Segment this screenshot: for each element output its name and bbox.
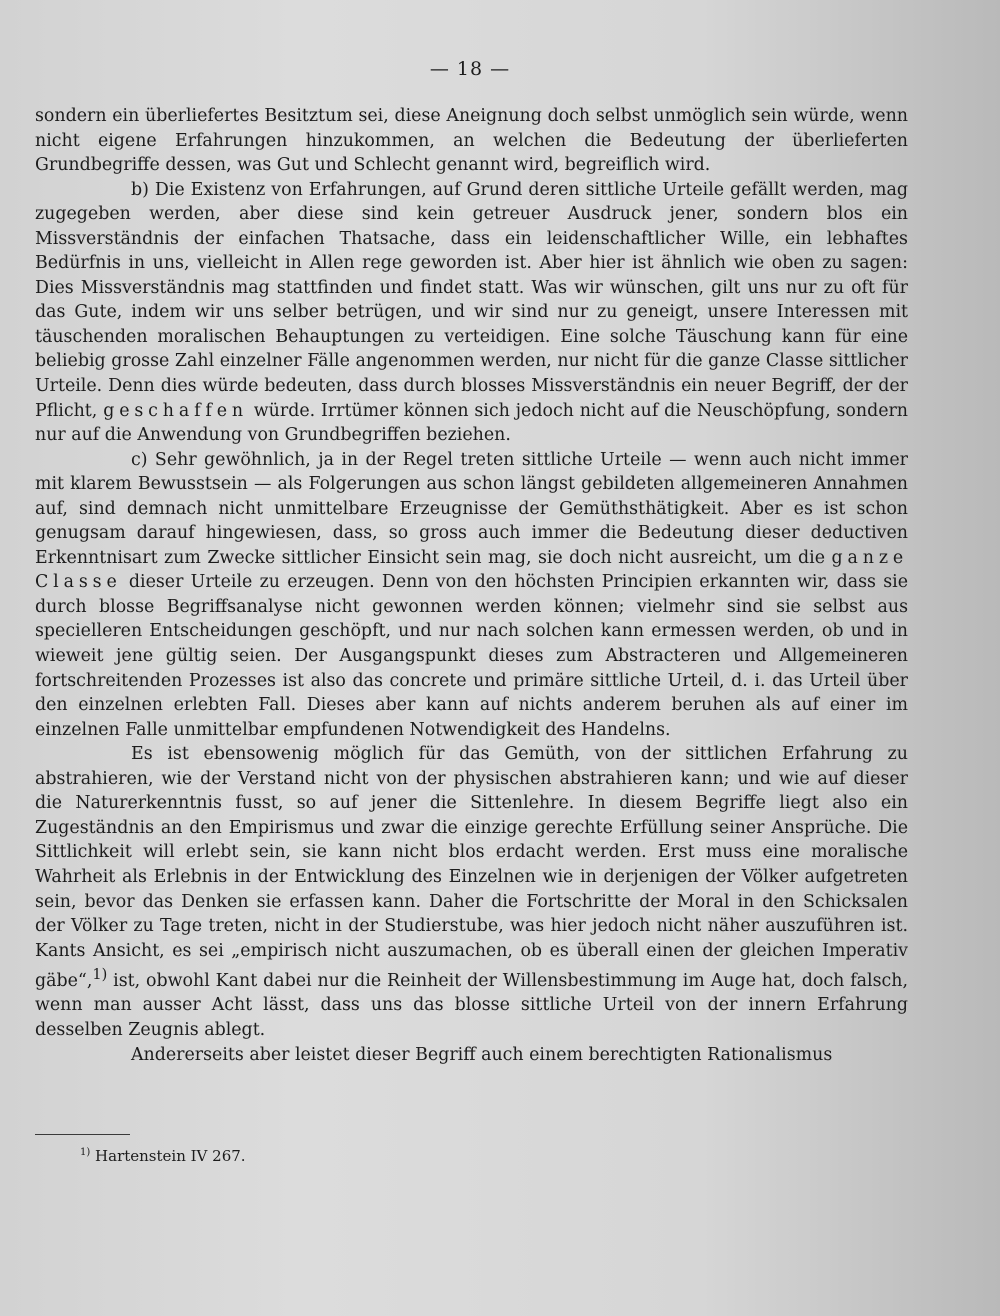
paragraph-b-text-end: würde. Irrtümer können sich jedoch nicht auf die Neuschöpfung, sondern nur auf die Anwendung von Grundbegriffen beziehen. xyxy=(35,400,909,446)
footnote xyxy=(80,1143,246,1166)
body-text xyxy=(35,104,908,1067)
paragraph-b xyxy=(35,178,908,448)
emphasis-geschaffen: geschaffen xyxy=(103,400,248,421)
footnote-divider xyxy=(35,1134,130,1135)
footnote-reference: 1) xyxy=(92,967,108,984)
paragraph-5-text: Andererseits aber leistet dieser Begriff auch einem berechtigten Rationalismus xyxy=(131,1044,833,1065)
paragraph-5 xyxy=(35,1043,908,1068)
footnote-marker: 1) xyxy=(80,1147,91,1158)
paragraph-1-text: sondern ein überliefertes Besitztum sei, diese Aneignung doch selbst unmöglich sein würde, wenn nicht eigene Erfahrungen hinzukommen, an welchen die Bedeutung der überlieferten Grundbegriffe dessen, was Gut und Schlecht genannt wird, begreiflich wird. xyxy=(35,106,908,176)
emphasis-ganze-classe: ganze Classe xyxy=(35,547,909,593)
paragraph-4-text: Es ist ebensowenig möglich für das Gemüth, von der sittlichen Erfahrung zu abstrahieren, wie der Verstand nicht von der physischen abstrahieren kann; und wie auf dieser die Naturerkenntnis fusst, so auf jener die Sittenlehre. In diesem Begriffe liegt also ein Zugeständnis an den Empirismus und zwar die einzige gerechte Erfüllung seiner Ansprüche. Die Sittlichkeit will erlebt sein, sie kann nicht blos erdacht werden. Erst muss eine moralische Wahrheit als Erlebnis in der Entwicklung des Einzelnen wie in derjenigen der Völker aufgetreten sein, bevor das Denken sie erfassen kann. Daher die Fortschritte der Moral in den Schicksalen der Völker zu Tage treten, nicht in der Studierstube, was hier jedoch nicht näher auszuführen ist. Kants Ansicht, es sei „empirisch nicht auszumachen, ob es überall einen der gleichen Imperativ gäbe“, xyxy=(35,744,908,991)
paragraph-4 xyxy=(35,742,908,1042)
footnote-text: Hartenstein IV 267. xyxy=(95,1147,246,1165)
paragraph-c-text-end: dieser Urteile zu erzeugen. Denn von den höchsten Principien erkannten wir, dass sie durch blosse Begriffsanalyse nicht gewonnen werden können; vielmehr sind sie selbst aus specielleren Entscheidungen geschöpft, und nur nach solchen kann ermessen werden, ob und in wieweit jene gültig seien. Der Ausgangspunkt dieses zum Abstracteren und Allgemeineren fortschreitenden Prozesses ist also das concrete und primäre sittliche Urteil, d. i. das Urteil über den einzelnen erlebten Fall. Dieses aber kann auf nichts anderem beruhen als auf einer im einzelnen Falle unmittelbar empfundenen Notwendigkeit des Handelns. xyxy=(35,572,908,740)
page-number: — 18 — xyxy=(429,58,511,80)
paragraph-c-text: c) Sehr gewöhnlich, ja in der Regel treten sittliche Urteile — wenn auch nicht immer mit klarem Bewusstsein — als Folgerungen aus schon längst gebildeten allgemeineren Annahmen auf, sind demnach nicht unmittelbare Erzeugnisse der Gemüthsthätigkeit. Aber es ist schon genugsam darauf hingewiesen, dass, so gross auch immer die Bedeutung dieser deductiven Erkenntnisart zum Zwecke sittlicher Einsicht sein mag, sie doch nicht ausreicht, um die xyxy=(35,449,908,568)
paragraph-c xyxy=(35,448,908,743)
paragraph-4-text-end: ist, obwohl Kant dabei nur die Reinheit der Willensbestimmung im Auge hat, doch falsch, wenn man ausser Acht lässt, dass uns das blosse sittliche Urteil von der innern Erfahrung desselben Zeugnis ablegt. xyxy=(35,970,908,1041)
paragraph-1 xyxy=(35,104,908,178)
paragraph-b-text: b) Die Existenz von Erfahrungen, auf Grund deren sittliche Urteile gefällt werden, mag zugegeben werden, aber diese sind kein getreuer Ausdruck jener, sondern blos ein Missverständnis der einfachen Thatsache, dass ein leidenschaftlicher Wille, ein lebhaftes Bedürfnis in uns, vielleicht in Allen rege geworden ist. Aber hier ist ähnlich wie oben zu sagen: Dies Missverständnis mag stattfinden und findet statt. Was wir wünschen, gilt uns nur zu oft für das Gute, indem wir uns selber betrügen, und wir sind nur zu geneigt, unsere Interessen mit täuschenden moralischen Behauptungen zu verteidigen. Eine solche Täuschung kann für eine beliebig grosse Zahl einzelner Fälle angenommen werden, nur nicht für die ganze Classe sittlicher Urteile. Denn dies würde bedeuten, dass durch blosses Missverständnis ein neuer Begriff, der der Pflicht, xyxy=(35,179,908,421)
